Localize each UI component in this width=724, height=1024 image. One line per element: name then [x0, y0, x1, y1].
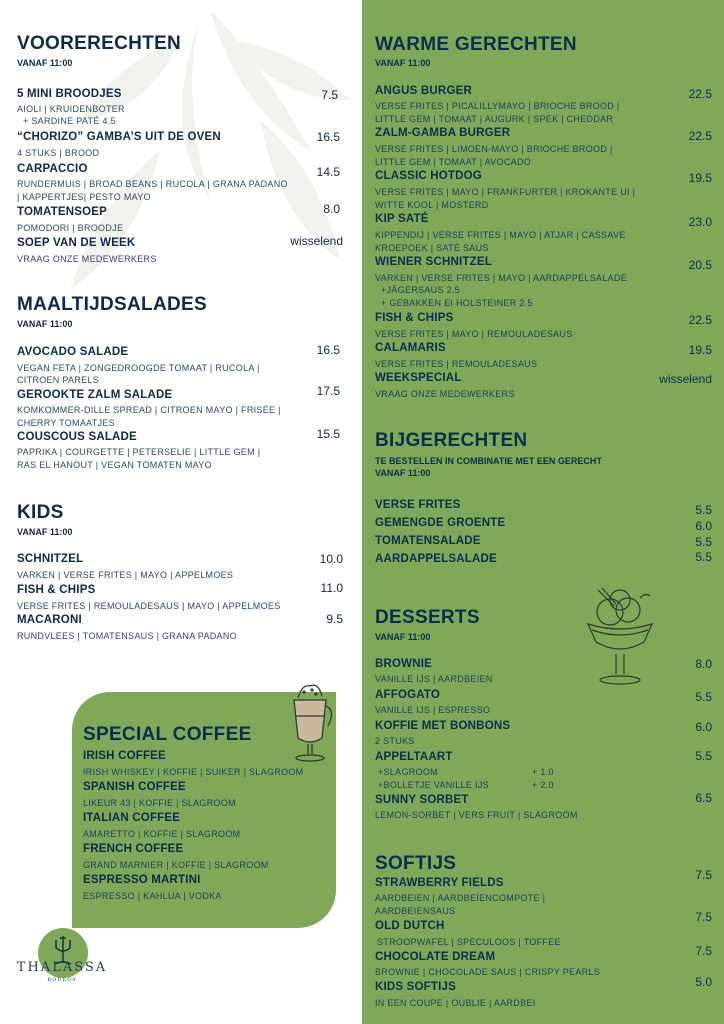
- menu-item-desc: KIPPENDIJ | VERSE FRITES | MAYO | ATJAR | CASSAVE: [375, 230, 626, 240]
- menu-item-name: BROWNIE: [375, 658, 432, 670]
- coffee-item-name: FRENCH COFFEE: [83, 843, 184, 855]
- menu-item-name: 5 MINI BROODJES: [17, 88, 122, 100]
- salades-title: MAALTIJDSALADES: [17, 294, 207, 315]
- coffee-item-desc: ESPRESSO | KAHLUA | VODKA: [83, 891, 222, 901]
- menu-item-desc: VARKEN | VERSE FRITES | MAYO | AARDAPPELSALADE: [375, 273, 628, 283]
- menu-item-desc: AARDBEIEN | AARDBEIENCOMPOTE |: [375, 893, 546, 903]
- menu-item-name: STRAWBERRY FIELDS: [375, 877, 504, 889]
- menu-item-price: 16.5: [316, 130, 340, 144]
- menu-item-desc: RAS EL HANOUT | VEGAN TOMATEN MAYO: [17, 460, 212, 470]
- menu-item-desc: +JÄGERSAUS 2.5: [381, 285, 460, 295]
- menu-item-price: 7.5: [695, 910, 712, 924]
- voorgerechten-since: VANAF 11:00: [17, 58, 73, 68]
- kids-title: KIDS: [17, 502, 64, 523]
- menu-item-desc: LITTLE GEM | TOMAAT | AUGURK | SPEK | CHEDDAR: [375, 114, 614, 124]
- menu-item-desc: VERSE FRITES | MAYO | REMOULADESAUS: [375, 329, 573, 339]
- coffee-item-desc: IRISH WHISKEY | KOFFIE | SUIKER | SLAGROOM: [83, 767, 304, 777]
- menu-item-price: 19.5: [688, 171, 712, 185]
- ice-cream-sundae-icon: [580, 584, 660, 688]
- menu-item-name: KOFFIE MET BONBONS: [375, 720, 511, 732]
- salades-since: VANAF 11:00: [17, 319, 73, 329]
- menu-item-price: 9.5: [326, 612, 343, 626]
- menu-item-name: WIENER SCHNITZEL: [375, 256, 492, 268]
- menu-item-desc: | KAPPERTJES| PESTO MAYO: [17, 192, 151, 202]
- menu-item-name: FISH & CHIPS: [375, 312, 454, 324]
- menu-item-name: AARDAPPELSALADE: [375, 553, 497, 565]
- menu-item-price: 5.5: [695, 503, 712, 517]
- menu-item-name: KIDS SOFTIJS: [375, 981, 456, 993]
- menu-item-price: 11.0: [320, 581, 343, 595]
- menu-item-desc: 2 STUKS: [375, 736, 415, 746]
- menu-item-price: 5.0: [695, 975, 712, 989]
- brand-logo: [14, 928, 110, 1018]
- menu-item-name: TOMATENSALADE: [375, 535, 481, 547]
- menu-item-price: 22.5: [688, 313, 712, 327]
- bij-since: VANAF 11:00: [375, 468, 431, 478]
- menu-item-price: 6.5: [695, 791, 712, 805]
- softijs-title: SOFTIJS: [375, 853, 457, 874]
- menu-item-price: 8.0: [695, 657, 712, 671]
- menu-item-desc: VERSE FRITES | MAYO | FRANKFURTER | KROKANTE UI |: [375, 187, 636, 197]
- menu-item-price: 14.5: [316, 165, 340, 179]
- menu-item-name: SOEP VAN DE WEEK: [17, 237, 136, 249]
- menu-item-desc: VRAAG ONZE MEDEWERKERS: [17, 254, 157, 264]
- menu-item-name: APPELTAART: [375, 751, 453, 763]
- menu-item-desc: + SARDINE PATÉ 4.5: [23, 116, 116, 126]
- menu-item-price: 6.0: [695, 519, 712, 533]
- menu-item-desc: AIOLI | KRUIDENBOTER: [17, 104, 125, 114]
- menu-item-option-price: + 2.0: [532, 780, 554, 790]
- menu-item-name: AVOCADO SALADE: [17, 346, 129, 358]
- menu-item-desc: LEMON-SORBET | VERS FRUIT | SLAGROOM: [375, 810, 578, 820]
- menu-item-name: TOMATENSOEP: [17, 206, 107, 218]
- menu-item-price: 7.5: [695, 868, 712, 882]
- coffee-item-desc: GRAND MARNIER | KOFFIE | SLAGROOM: [83, 860, 269, 870]
- menu-item-price: 19.5: [688, 343, 712, 357]
- menu-item-name: COUSCOUS SALADE: [17, 431, 137, 443]
- menu-item-name: VERSE FRITES: [375, 499, 461, 511]
- right-column: [362, 0, 724, 1024]
- menu-item-desc: BROWNIE | CHOCOLADE SAUS | CRISPY PEARLS: [375, 967, 601, 977]
- menu-item-desc: + GEBAKKEN EI HOLSTEINER 2.5: [381, 298, 533, 308]
- menu-item-price: 7.5: [695, 944, 712, 958]
- menu-item-desc: VEGAN FETA | ZONGEDROOGDE TOMAAT | RUCOLA |: [17, 363, 260, 373]
- menu-item-price: 22.5: [688, 129, 712, 143]
- menu-item-desc: CITROEN PARELS: [17, 375, 100, 385]
- menu-item-price: 17.5: [316, 384, 340, 398]
- menu-item-price: 20.5: [688, 258, 712, 272]
- menu-item-desc: VERSE FRITES | LIMOEN-MAYO | BRIOCHE BROOD |: [375, 144, 613, 154]
- menu-item-name: AFFOGATO: [375, 689, 441, 701]
- menu-item-price: wisselend: [290, 234, 343, 248]
- menu-item-desc: VERSE FRITES | PICALILLYMAYO | BRIOCHE BROOD |: [375, 101, 620, 111]
- brand-name: THALASSA: [16, 960, 108, 975]
- menu-item-price: 10.0: [319, 552, 343, 566]
- menu-item-desc: LITTLE GEM | TOMAAT | AVOCADO: [375, 157, 532, 167]
- menu-item-name: KIP SATÉ: [375, 213, 429, 225]
- menu-item-desc: VANILLE IJS | ESPRESSO: [375, 705, 491, 715]
- menu-item-price: wisselend: [659, 372, 712, 386]
- menu-item-desc: 4 STUKS | BROOD: [17, 148, 100, 158]
- menu-item-desc: RUNDERMUIS | BROAD BEANS | RUCOLA | GRANA PADANO: [17, 179, 288, 189]
- coffee-item-name: ITALIAN COFFEE: [83, 812, 181, 824]
- menu-item-desc: IN EEN COUPE | OUBLIE | AARDBEI: [375, 998, 536, 1008]
- menu-item-desc: WITTE KOOL | MOSTERD: [375, 200, 489, 210]
- menu-item-desc: STROOPWAFEL | SPECULOOS | TOFFEE: [377, 937, 561, 947]
- menu-item-desc: VANILLE IJS | AARDBEIEN: [375, 674, 493, 684]
- menu-item-option-price: + 1.0: [532, 767, 554, 777]
- menu-item-desc: VERSE FRITES | REMOULADESAUS | MAYO | APPELMOES: [17, 601, 281, 611]
- menu-item-desc: AARDBEIENSAUS: [375, 906, 456, 916]
- menu-item-name: ZALM-GAMBA BURGER: [375, 127, 511, 139]
- coffee-item-name: IRISH COFFEE: [83, 750, 166, 762]
- menu-item-name: CHOCOLATE DREAM: [375, 951, 496, 963]
- warm-since: VANAF 11:00: [375, 58, 431, 68]
- menu-item-option: +BOLLETJE VANILLE IJS: [378, 780, 489, 790]
- menu-item-desc: KROEPOEK | SATÉ SAUS: [375, 243, 489, 253]
- menu-item-name: WEEKSPECIAL: [375, 372, 462, 384]
- menu-item-price: 5.5: [695, 690, 712, 704]
- menu-item-name: CALAMARIS: [375, 342, 446, 354]
- menu-item-name: CLASSIC HOTDOG: [375, 170, 482, 182]
- menu-item-price: 5.5: [695, 550, 712, 564]
- bij-title: BIJGERECHTEN: [375, 430, 528, 451]
- menu-item-desc: CHERRY TOMAATJES: [17, 418, 115, 428]
- menu-item-name: “CHORIZO” GAMBA’S UIT DE OVEN: [17, 131, 221, 143]
- menu-item-price: 5.5: [695, 749, 712, 763]
- menu-item-price: 23.0: [688, 215, 712, 229]
- menu-item-desc: VARKEN | VERSE FRITES | MAYO | APPELMOES: [17, 570, 234, 580]
- menu-item-desc: VERSE FRITES | REMOULADESAUS: [375, 359, 538, 369]
- menu-item-name: SUNNY SORBET: [375, 794, 469, 806]
- warm-title: WARME GERECHTEN: [375, 34, 577, 55]
- menu-item-name: OLD DUTCH: [375, 920, 445, 932]
- irish-coffee-glass-icon: [284, 676, 336, 764]
- menu-item-price: 5.5: [695, 535, 712, 549]
- bij-note: TE BESTELLEN IN COMBINATIE MET EEN GERECHT: [375, 456, 602, 466]
- menu-item-name: ANGUS BURGER: [375, 85, 472, 97]
- menu-item-desc: POMODORI | BROODJE: [17, 223, 124, 233]
- coffee-item-name: SPANISH COFFEE: [83, 781, 186, 793]
- menu-item-name: GEMENGDE GROENTE: [375, 517, 506, 529]
- coffee-item-name: ESPRESSO MARTINI: [83, 874, 201, 886]
- menu-item-desc: RUNDVLEES | TOMATENSAUS | GRANA PADANO: [17, 631, 237, 641]
- menu-item-price: 6.0: [695, 720, 712, 734]
- menu-item-name: CARPACCIO: [17, 163, 88, 175]
- desserts-since: VANAF 11:00: [375, 632, 431, 642]
- menu-item-desc: PAPRIKA | COURGETTE | PETERSELIE | LITTLE GEM |: [17, 447, 261, 457]
- coffee-item-desc: AMARETTO | KOFFIE | SLAGROOM: [83, 829, 241, 839]
- coffee-item-desc: LIKEUR 43 | KOFFIE | SLAGROOM: [83, 798, 236, 808]
- menu-item-price: 15.5: [316, 427, 340, 441]
- brand-sub: BODEGA: [47, 977, 77, 983]
- menu-item-desc: VRAAG ONZE MEDEWERKERS: [375, 389, 515, 399]
- desserts-title: DESSERTS: [375, 607, 480, 628]
- menu-item-price: 7.5: [321, 88, 338, 102]
- voorgerechten-title: VOORERECHTEN: [17, 33, 182, 54]
- menu-item-desc: KOMKOMMER-DILLE SPREAD | CITROEN MAYO | FRISÉE |: [17, 405, 281, 415]
- kids-since: VANAF 11:00: [17, 527, 73, 537]
- menu-item-name: SCHNITZEL: [17, 553, 84, 565]
- menu-item-price: 16.5: [316, 343, 340, 357]
- menu-item-name: FISH & CHIPS: [17, 584, 96, 596]
- menu-item-price: 22.5: [688, 87, 712, 101]
- coffee-title: SPECIAL COFFEE: [83, 724, 252, 745]
- menu-item-price: 8.0: [323, 202, 340, 216]
- menu-item-name: MACARONI: [17, 614, 82, 626]
- menu-item-name: GEROOKTE ZALM SALADE: [17, 389, 173, 401]
- menu-item-option: +SLAGROOM: [378, 767, 438, 777]
